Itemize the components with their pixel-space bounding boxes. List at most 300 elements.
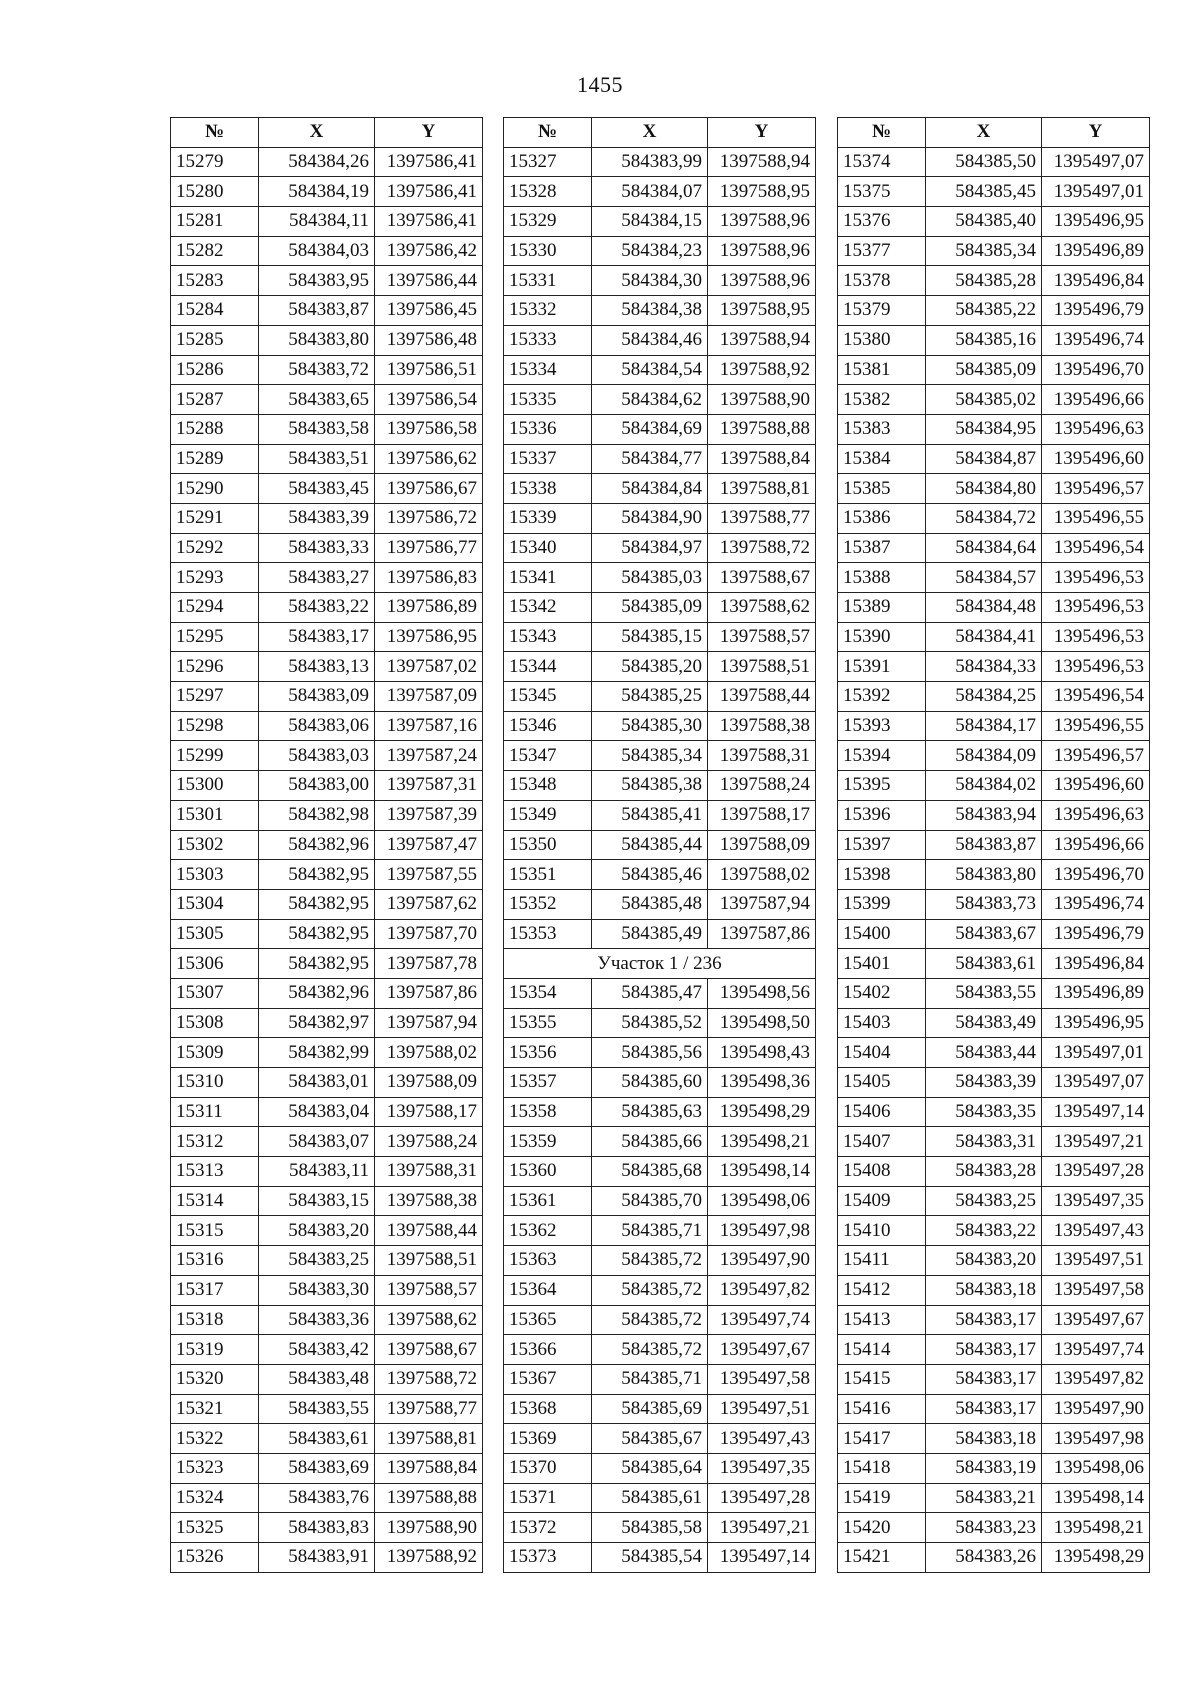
x-coordinate-cell: 584383,03 — [259, 741, 375, 771]
x-coordinate-cell: 584383,31 — [926, 1127, 1042, 1157]
table-row — [504, 1513, 816, 1543]
point-number-cell: 15395 — [838, 771, 926, 801]
y-coordinate-cell: 1397588,92 — [375, 1543, 483, 1573]
point-number-cell: 15358 — [504, 1097, 592, 1127]
table-row — [504, 325, 816, 355]
table-row — [838, 593, 1150, 623]
y-coordinate-cell: 1397588,31 — [708, 741, 816, 771]
table-row — [838, 889, 1150, 919]
x-coordinate-cell: 584385,03 — [592, 563, 708, 593]
table-row — [504, 771, 816, 801]
table-row — [838, 503, 1150, 533]
x-coordinate-cell: 584385,72 — [592, 1305, 708, 1335]
point-number-cell: 15368 — [504, 1394, 592, 1424]
y-coordinate-cell: 1397586,58 — [375, 414, 483, 444]
point-number-cell: 15339 — [504, 503, 592, 533]
point-number-cell: 15303 — [171, 860, 259, 890]
y-coordinate-cell: 1395497,90 — [1042, 1394, 1150, 1424]
point-number-cell: 15372 — [504, 1513, 592, 1543]
table-row — [838, 860, 1150, 890]
table-row — [504, 1127, 816, 1157]
x-coordinate-cell: 584383,28 — [926, 1157, 1042, 1187]
y-coordinate-cell: 1397586,54 — [375, 385, 483, 415]
x-coordinate-cell: 584383,22 — [926, 1216, 1042, 1246]
x-coordinate-cell: 584382,95 — [259, 919, 375, 949]
y-coordinate-cell: 1395496,70 — [1042, 860, 1150, 890]
table-row — [504, 1483, 816, 1513]
y-coordinate-cell: 1397587,94 — [375, 1008, 483, 1038]
x-coordinate-cell: 584385,09 — [592, 593, 708, 623]
table-row — [838, 919, 1150, 949]
x-coordinate-cell: 584385,60 — [592, 1068, 708, 1098]
point-number-cell: 15331 — [504, 266, 592, 296]
y-coordinate-cell: 1397588,09 — [708, 830, 816, 860]
point-number-cell: 15388 — [838, 563, 926, 593]
y-coordinate-cell: 1395496,66 — [1042, 830, 1150, 860]
table-row — [838, 1038, 1150, 1068]
x-coordinate-cell: 584384,84 — [592, 474, 708, 504]
point-number-cell: 15338 — [504, 474, 592, 504]
x-coordinate-cell: 584383,26 — [926, 1543, 1042, 1573]
y-coordinate-cell: 1395497,82 — [1042, 1364, 1150, 1394]
header-row — [838, 118, 1150, 148]
y-coordinate-cell: 1395496,66 — [1042, 385, 1150, 415]
y-coordinate-cell: 1395496,89 — [1042, 978, 1150, 1008]
point-number-cell: 15384 — [838, 444, 926, 474]
x-coordinate-cell: 584385,16 — [926, 325, 1042, 355]
x-coordinate-cell: 584383,22 — [259, 593, 375, 623]
x-coordinate-cell: 584383,11 — [259, 1157, 375, 1187]
point-number-cell: 15298 — [171, 711, 259, 741]
point-number-cell: 15336 — [504, 414, 592, 444]
x-coordinate-cell: 584385,41 — [592, 800, 708, 830]
table-row — [838, 266, 1150, 296]
table-row — [171, 889, 483, 919]
table-row — [504, 889, 816, 919]
table-row — [171, 1186, 483, 1216]
y-coordinate-cell: 1395497,43 — [1042, 1216, 1150, 1246]
x-coordinate-cell: 584385,58 — [592, 1513, 708, 1543]
x-coordinate-cell: 584383,95 — [259, 266, 375, 296]
table-row — [838, 355, 1150, 385]
point-number-cell: 15412 — [838, 1275, 926, 1305]
x-coordinate-cell: 584383,17 — [926, 1335, 1042, 1365]
y-coordinate-cell: 1397588,88 — [375, 1483, 483, 1513]
point-number-cell: 15420 — [838, 1513, 926, 1543]
y-coordinate-cell: 1397586,48 — [375, 325, 483, 355]
table-row — [504, 266, 816, 296]
y-coordinate-cell: 1397587,02 — [375, 652, 483, 682]
point-number-cell: 15282 — [171, 236, 259, 266]
point-number-cell: 15319 — [171, 1335, 259, 1365]
y-coordinate-cell: 1397588,90 — [375, 1513, 483, 1543]
x-coordinate-cell: 584385,44 — [592, 830, 708, 860]
table-row — [838, 474, 1150, 504]
y-coordinate-cell: 1397586,89 — [375, 593, 483, 623]
table-row — [504, 711, 816, 741]
point-number-cell: 15367 — [504, 1364, 592, 1394]
y-coordinate-cell: 1397588,38 — [708, 711, 816, 741]
point-number-cell: 15344 — [504, 652, 592, 682]
table-row — [838, 533, 1150, 563]
table-row — [171, 771, 483, 801]
y-coordinate-cell: 1395497,01 — [1042, 1038, 1150, 1068]
table-row — [504, 741, 816, 771]
header-x: X — [926, 118, 1042, 148]
x-coordinate-cell: 584385,30 — [592, 711, 708, 741]
table-row — [838, 325, 1150, 355]
x-coordinate-cell: 584383,94 — [926, 800, 1042, 830]
point-number-cell: 15405 — [838, 1068, 926, 1098]
table-row — [838, 444, 1150, 474]
point-number-cell: 15294 — [171, 593, 259, 623]
y-coordinate-cell: 1395498,21 — [708, 1127, 816, 1157]
y-coordinate-cell: 1397587,47 — [375, 830, 483, 860]
x-coordinate-cell: 584384,15 — [592, 207, 708, 237]
y-coordinate-cell: 1395497,74 — [1042, 1335, 1150, 1365]
x-coordinate-cell: 584385,52 — [592, 1008, 708, 1038]
point-number-cell: 15354 — [504, 978, 592, 1008]
x-coordinate-cell: 584382,95 — [259, 949, 375, 979]
point-number-cell: 15401 — [838, 949, 926, 979]
x-coordinate-cell: 584383,17 — [926, 1364, 1042, 1394]
table-row — [171, 355, 483, 385]
table-row — [838, 622, 1150, 652]
y-coordinate-cell: 1395496,63 — [1042, 800, 1150, 830]
y-coordinate-cell: 1395498,06 — [1042, 1453, 1150, 1483]
x-coordinate-cell: 584385,71 — [592, 1216, 708, 1246]
x-coordinate-cell: 584384,57 — [926, 563, 1042, 593]
y-coordinate-cell: 1397588,96 — [708, 207, 816, 237]
x-coordinate-cell: 584383,23 — [926, 1513, 1042, 1543]
point-number-cell: 15308 — [171, 1008, 259, 1038]
y-coordinate-cell: 1395497,82 — [708, 1275, 816, 1305]
table-row — [504, 355, 816, 385]
y-coordinate-cell: 1397586,41 — [375, 177, 483, 207]
x-coordinate-cell: 584383,49 — [926, 1008, 1042, 1038]
x-coordinate-cell: 584383,55 — [926, 978, 1042, 1008]
y-coordinate-cell: 1395496,95 — [1042, 207, 1150, 237]
table-row — [504, 1157, 816, 1187]
table-row — [504, 593, 816, 623]
y-coordinate-cell: 1397588,62 — [708, 593, 816, 623]
y-coordinate-cell: 1395498,14 — [708, 1157, 816, 1187]
y-coordinate-cell: 1397588,51 — [708, 652, 816, 682]
y-coordinate-cell: 1397587,09 — [375, 682, 483, 712]
table-row — [838, 385, 1150, 415]
table-row — [838, 1008, 1150, 1038]
point-number-cell: 15379 — [838, 296, 926, 326]
y-coordinate-cell: 1395496,60 — [1042, 771, 1150, 801]
x-coordinate-cell: 584384,07 — [592, 177, 708, 207]
table-row — [838, 1127, 1150, 1157]
x-coordinate-cell: 584383,36 — [259, 1305, 375, 1335]
point-number-cell: 15279 — [171, 147, 259, 177]
x-coordinate-cell: 584384,09 — [926, 741, 1042, 771]
table-row — [838, 800, 1150, 830]
point-number-cell: 15300 — [171, 771, 259, 801]
table-row — [504, 1453, 816, 1483]
x-coordinate-cell: 584385,38 — [592, 771, 708, 801]
point-number-cell: 15288 — [171, 414, 259, 444]
table-row — [504, 147, 816, 177]
table-row — [171, 444, 483, 474]
point-number-cell: 15293 — [171, 563, 259, 593]
x-coordinate-cell: 584384,90 — [592, 503, 708, 533]
x-coordinate-cell: 584382,98 — [259, 800, 375, 830]
y-coordinate-cell: 1397586,45 — [375, 296, 483, 326]
table-row — [171, 860, 483, 890]
table-row — [171, 800, 483, 830]
x-coordinate-cell: 584384,46 — [592, 325, 708, 355]
table-row — [171, 414, 483, 444]
x-coordinate-cell: 584383,91 — [259, 1543, 375, 1573]
y-coordinate-cell: 1395497,67 — [1042, 1305, 1150, 1335]
point-number-cell: 15398 — [838, 860, 926, 890]
table-row — [171, 1157, 483, 1187]
point-number-cell: 15390 — [838, 622, 926, 652]
point-number-cell: 15396 — [838, 800, 926, 830]
point-number-cell: 15349 — [504, 800, 592, 830]
x-coordinate-cell: 584385,46 — [592, 860, 708, 890]
point-number-cell: 15311 — [171, 1097, 259, 1127]
y-coordinate-cell: 1397588,96 — [708, 236, 816, 266]
x-coordinate-cell: 584384,87 — [926, 444, 1042, 474]
point-number-cell: 15343 — [504, 622, 592, 652]
point-number-cell: 15310 — [171, 1068, 259, 1098]
point-number-cell: 15314 — [171, 1186, 259, 1216]
table-row — [504, 1364, 816, 1394]
point-number-cell: 15375 — [838, 177, 926, 207]
point-number-cell: 15397 — [838, 830, 926, 860]
y-coordinate-cell: 1397588,57 — [708, 622, 816, 652]
y-coordinate-cell: 1397586,83 — [375, 563, 483, 593]
point-number-cell: 15399 — [838, 889, 926, 919]
x-coordinate-cell: 584383,33 — [259, 533, 375, 563]
y-coordinate-cell: 1397587,39 — [375, 800, 483, 830]
table-row — [504, 1068, 816, 1098]
table-row — [171, 1364, 483, 1394]
table-row — [171, 385, 483, 415]
x-coordinate-cell: 584382,95 — [259, 889, 375, 919]
header-no: № — [504, 118, 592, 148]
point-number-cell: 15301 — [171, 800, 259, 830]
table-row — [838, 1453, 1150, 1483]
x-coordinate-cell: 584384,72 — [926, 503, 1042, 533]
table-row — [838, 830, 1150, 860]
y-coordinate-cell: 1395497,67 — [708, 1335, 816, 1365]
x-coordinate-cell: 584384,17 — [926, 711, 1042, 741]
table-row — [838, 652, 1150, 682]
table-row — [838, 1275, 1150, 1305]
table-row — [171, 1335, 483, 1365]
point-number-cell: 15281 — [171, 207, 259, 237]
point-number-cell: 15386 — [838, 503, 926, 533]
header-x: X — [592, 118, 708, 148]
x-coordinate-cell: 584383,55 — [259, 1394, 375, 1424]
table-row — [838, 978, 1150, 1008]
x-coordinate-cell: 584383,42 — [259, 1335, 375, 1365]
table-row — [171, 1275, 483, 1305]
table-row — [171, 978, 483, 1008]
y-coordinate-cell: 1397588,88 — [708, 414, 816, 444]
table-row — [838, 741, 1150, 771]
y-coordinate-cell: 1397586,41 — [375, 147, 483, 177]
table-row — [838, 1513, 1150, 1543]
y-coordinate-cell: 1395498,29 — [708, 1097, 816, 1127]
header-y: Y — [1042, 118, 1150, 148]
table-row — [171, 1127, 483, 1157]
point-number-cell: 15351 — [504, 860, 592, 890]
point-number-cell: 15403 — [838, 1008, 926, 1038]
x-coordinate-cell: 584385,72 — [592, 1335, 708, 1365]
x-coordinate-cell: 584382,96 — [259, 830, 375, 860]
table-row — [171, 1424, 483, 1454]
x-coordinate-cell: 584384,62 — [592, 385, 708, 415]
x-coordinate-cell: 584383,73 — [926, 889, 1042, 919]
point-number-cell: 15347 — [504, 741, 592, 771]
y-coordinate-cell: 1395498,21 — [1042, 1513, 1150, 1543]
point-number-cell: 15346 — [504, 711, 592, 741]
table-row — [504, 860, 816, 890]
table-row — [838, 771, 1150, 801]
coordinates-table-3 — [837, 117, 1150, 1573]
point-number-cell: 15391 — [838, 652, 926, 682]
x-coordinate-cell: 584383,80 — [926, 860, 1042, 890]
y-coordinate-cell: 1395496,74 — [1042, 889, 1150, 919]
point-number-cell: 15337 — [504, 444, 592, 474]
point-number-cell: 15415 — [838, 1364, 926, 1394]
y-coordinate-cell: 1395497,07 — [1042, 147, 1150, 177]
point-number-cell: 15328 — [504, 177, 592, 207]
point-number-cell: 15307 — [171, 978, 259, 1008]
y-coordinate-cell: 1397588,92 — [708, 355, 816, 385]
x-coordinate-cell: 584383,20 — [259, 1216, 375, 1246]
y-coordinate-cell: 1395497,98 — [1042, 1424, 1150, 1454]
point-number-cell: 15334 — [504, 355, 592, 385]
point-number-cell: 15312 — [171, 1127, 259, 1157]
point-number-cell: 15350 — [504, 830, 592, 860]
y-coordinate-cell: 1395497,58 — [1042, 1275, 1150, 1305]
x-coordinate-cell: 584385,69 — [592, 1394, 708, 1424]
table-row — [171, 563, 483, 593]
point-number-cell: 15315 — [171, 1216, 259, 1246]
x-coordinate-cell: 584385,54 — [592, 1543, 708, 1573]
point-number-cell: 15406 — [838, 1097, 926, 1127]
y-coordinate-cell: 1397587,31 — [375, 771, 483, 801]
x-coordinate-cell: 584383,87 — [259, 296, 375, 326]
table-row — [838, 1364, 1150, 1394]
table-row — [171, 919, 483, 949]
x-coordinate-cell: 584385,64 — [592, 1453, 708, 1483]
y-coordinate-cell: 1395496,57 — [1042, 741, 1150, 771]
x-coordinate-cell: 584385,50 — [926, 147, 1042, 177]
table-row — [171, 1008, 483, 1038]
point-number-cell: 15418 — [838, 1453, 926, 1483]
point-number-cell: 15313 — [171, 1157, 259, 1187]
header-x: X — [259, 118, 375, 148]
table-row — [171, 830, 483, 860]
point-number-cell: 15295 — [171, 622, 259, 652]
point-number-cell: 15410 — [838, 1216, 926, 1246]
y-coordinate-cell: 1395497,43 — [708, 1424, 816, 1454]
point-number-cell: 15290 — [171, 474, 259, 504]
point-number-cell: 15286 — [171, 355, 259, 385]
point-number-cell: 15305 — [171, 919, 259, 949]
x-coordinate-cell: 584385,48 — [592, 889, 708, 919]
header-no: № — [171, 118, 259, 148]
table-row — [171, 503, 483, 533]
point-number-cell: 15417 — [838, 1424, 926, 1454]
table-row — [171, 1038, 483, 1068]
y-coordinate-cell: 1395496,79 — [1042, 296, 1150, 326]
y-coordinate-cell: 1395496,63 — [1042, 414, 1150, 444]
table-row — [171, 652, 483, 682]
y-coordinate-cell: 1395497,74 — [708, 1305, 816, 1335]
point-number-cell: 15348 — [504, 771, 592, 801]
point-number-cell: 15327 — [504, 147, 592, 177]
point-number-cell: 15340 — [504, 533, 592, 563]
point-number-cell: 15317 — [171, 1275, 259, 1305]
y-coordinate-cell: 1395496,84 — [1042, 266, 1150, 296]
y-coordinate-cell: 1395496,55 — [1042, 711, 1150, 741]
header-row — [504, 118, 816, 148]
x-coordinate-cell: 584383,61 — [926, 949, 1042, 979]
x-coordinate-cell: 584384,33 — [926, 652, 1042, 682]
x-coordinate-cell: 584383,18 — [926, 1275, 1042, 1305]
y-coordinate-cell: 1397587,16 — [375, 711, 483, 741]
y-coordinate-cell: 1397588,17 — [375, 1097, 483, 1127]
x-coordinate-cell: 584383,76 — [259, 1483, 375, 1513]
x-coordinate-cell: 584385,09 — [926, 355, 1042, 385]
y-coordinate-cell: 1395497,58 — [708, 1364, 816, 1394]
y-coordinate-cell: 1397588,44 — [708, 682, 816, 712]
x-coordinate-cell: 584383,69 — [259, 1453, 375, 1483]
table-row — [171, 147, 483, 177]
table-row — [504, 622, 816, 652]
x-coordinate-cell: 584383,07 — [259, 1127, 375, 1157]
table-row — [171, 1483, 483, 1513]
header-y: Y — [375, 118, 483, 148]
point-number-cell: 15324 — [171, 1483, 259, 1513]
x-coordinate-cell: 584383,83 — [259, 1513, 375, 1543]
point-number-cell: 15356 — [504, 1038, 592, 1068]
point-number-cell: 15373 — [504, 1543, 592, 1573]
x-coordinate-cell: 584384,30 — [592, 266, 708, 296]
y-coordinate-cell: 1397588,24 — [375, 1127, 483, 1157]
x-coordinate-cell: 584382,96 — [259, 978, 375, 1008]
y-coordinate-cell: 1395496,89 — [1042, 236, 1150, 266]
y-coordinate-cell: 1397587,86 — [708, 919, 816, 949]
point-number-cell: 15326 — [171, 1543, 259, 1573]
table-row — [171, 1394, 483, 1424]
table-row — [504, 682, 816, 712]
x-coordinate-cell: 584384,77 — [592, 444, 708, 474]
table-row — [171, 949, 483, 979]
y-coordinate-cell: 1397588,17 — [708, 800, 816, 830]
y-coordinate-cell: 1395497,07 — [1042, 1068, 1150, 1098]
x-coordinate-cell: 584385,40 — [926, 207, 1042, 237]
table-row — [171, 474, 483, 504]
table-row — [171, 1543, 483, 1573]
y-coordinate-cell: 1395496,70 — [1042, 355, 1150, 385]
table-row — [504, 652, 816, 682]
x-coordinate-cell: 584383,13 — [259, 652, 375, 682]
x-coordinate-cell: 584383,80 — [259, 325, 375, 355]
y-coordinate-cell: 1397587,86 — [375, 978, 483, 1008]
table-row — [838, 1157, 1150, 1187]
table-row — [838, 207, 1150, 237]
